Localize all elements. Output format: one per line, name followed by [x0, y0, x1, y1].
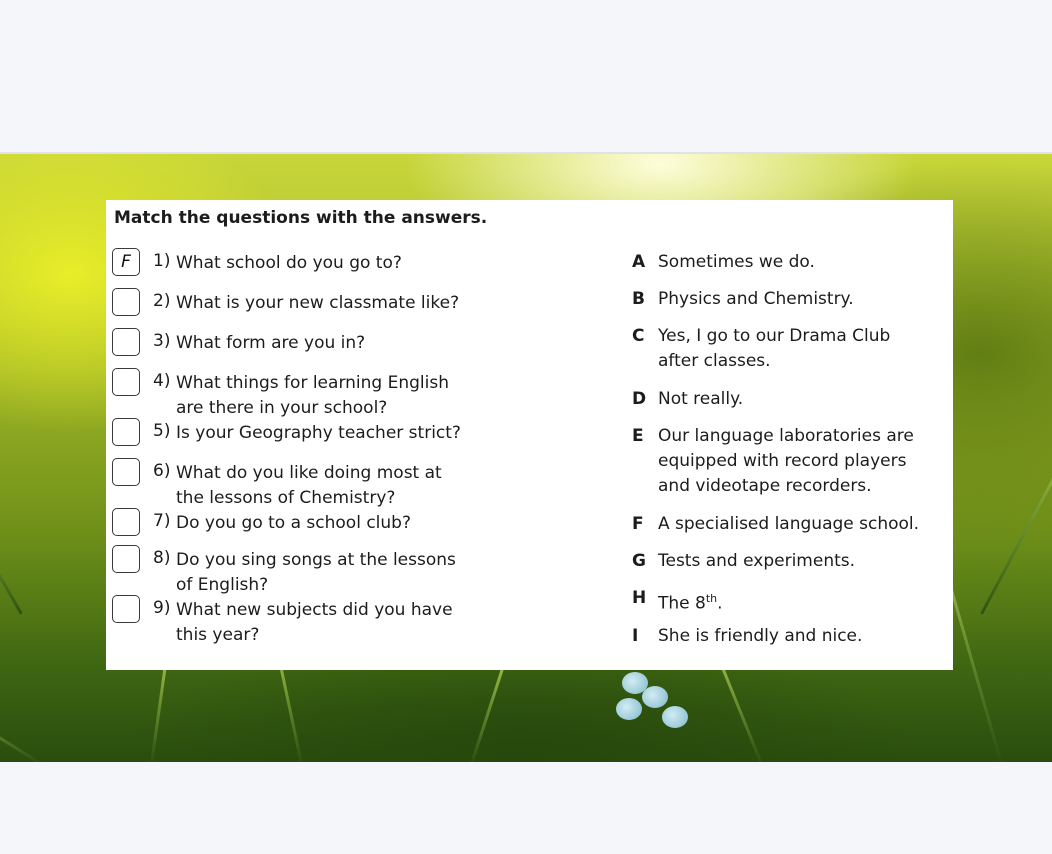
question-text: What is your new classmate like? — [176, 293, 460, 313]
answer-letter: F — [632, 514, 644, 534]
grass-blade — [150, 655, 168, 762]
question-item — [112, 458, 582, 508]
grass-blade — [0, 475, 23, 615]
question-number: 8) — [153, 548, 171, 568]
answer-box[interactable] — [112, 288, 140, 316]
answer-text: Physics and Chemistry. — [658, 289, 854, 309]
question-number: 7) — [153, 511, 171, 531]
grass-blade — [980, 437, 1052, 615]
flower-image — [612, 672, 692, 742]
answer-text-end: . — [717, 593, 723, 614]
answer-box[interactable] — [112, 418, 140, 446]
grass-blade — [0, 689, 42, 762]
question-text: What new subjects did you have this year? — [176, 600, 453, 645]
answer-box[interactable] — [112, 458, 140, 486]
exercise-title: Match the questions with the answers. — [114, 208, 488, 228]
answer-letter: A — [632, 252, 646, 272]
answer-letter: G — [632, 551, 646, 571]
question-number: 1) — [153, 251, 171, 271]
ordinal-suffix: th — [705, 592, 718, 605]
question-number: 4) — [153, 371, 171, 391]
answer-box[interactable] — [112, 508, 140, 536]
question-text: Do you go to a school club? — [176, 513, 411, 533]
answer-letter: I — [632, 626, 639, 646]
slide — [0, 154, 1052, 762]
question-number: 3) — [153, 331, 171, 351]
answer-letter: H — [632, 588, 647, 608]
question-number: 9) — [153, 598, 171, 618]
answer-text-main: The 8 — [658, 593, 706, 614]
question-item — [112, 248, 582, 288]
question-item — [112, 368, 582, 418]
answer-text: Yes, I go to our Drama Club after classes. — [658, 326, 891, 371]
question-item — [112, 545, 582, 595]
answer-box[interactable] — [112, 368, 140, 396]
answer-text: A specialised language school. — [658, 514, 920, 534]
answer-box[interactable] — [112, 595, 140, 623]
question-text: Is your Geography teacher strict? — [176, 423, 461, 443]
question-number: 6) — [153, 461, 171, 481]
question-item — [112, 288, 582, 328]
answer-letter: B — [632, 289, 645, 309]
question-number: 2) — [153, 291, 171, 311]
answer-box[interactable] — [112, 328, 140, 356]
answer-letter: C — [632, 326, 645, 346]
answer-text: Not really. — [658, 389, 744, 409]
answer-letter: E — [632, 426, 644, 446]
answer-box[interactable] — [112, 545, 140, 573]
question-text: What form are you in? — [176, 333, 366, 353]
answer-box[interactable]: F — [112, 248, 140, 276]
question-text: What do you like doing most at the lessons of Chemistry? — [176, 463, 442, 508]
question-text: What things for learning English are there in your school? — [176, 373, 449, 418]
answer-text: Our language laboratories are equipped with record players and videotape recorders. — [658, 426, 914, 496]
answer-text — [658, 586, 940, 617]
exercise-panel — [106, 200, 953, 670]
question-text: What school do you go to? — [176, 253, 402, 273]
question-item — [112, 328, 582, 368]
answer-text: Tests and experiments. — [658, 551, 856, 571]
grass-blade — [470, 659, 507, 762]
answer-letter: D — [632, 389, 647, 409]
question-number: 5) — [153, 421, 171, 441]
question-item — [112, 508, 582, 548]
question-item — [112, 418, 582, 458]
question-item — [112, 595, 582, 645]
answer-text: She is friendly and nice. — [658, 626, 863, 646]
answer-text: Sometimes we do. — [658, 252, 815, 272]
question-text: Do you sing songs at the lessons of English? — [176, 550, 456, 595]
